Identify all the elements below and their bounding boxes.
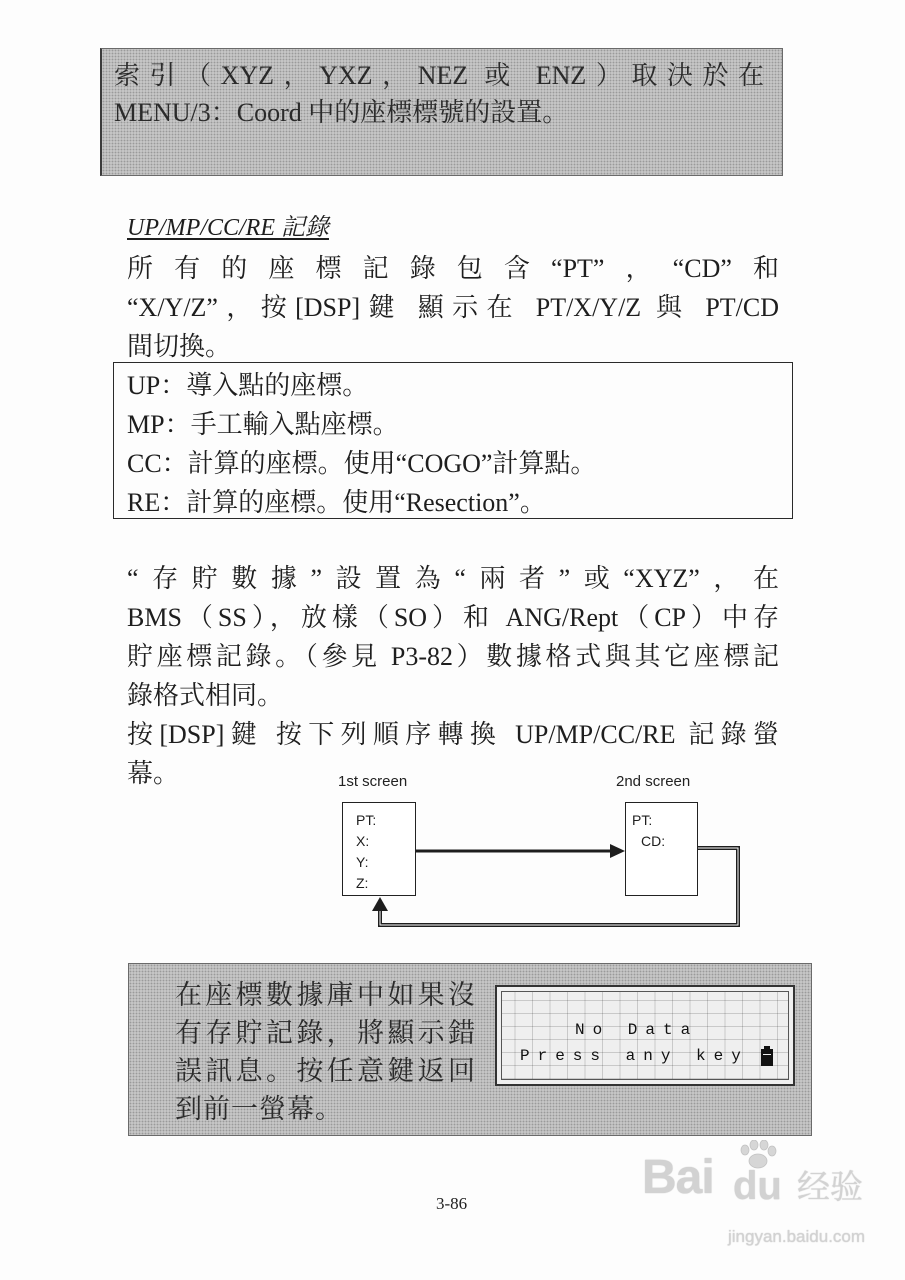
intro-line: 間切換。 <box>127 332 232 361</box>
storage-paragraph <box>127 559 779 793</box>
body-line: 貯座標記錄。（參見 P3-82）數據格式與其它座標記 <box>127 642 779 671</box>
lcd-message: No Data <box>575 1021 699 1039</box>
body-line: BMS（SS），放樣（SO）和 ANG/Rept（CP）中存 <box>127 603 779 632</box>
screen1-field-z: Z: <box>356 875 369 891</box>
intro-line: 所有的座標記錄包含“PT”，“CD”和 <box>127 254 779 283</box>
note-line: 到前一螢幕。 <box>175 1094 343 1124</box>
intro-paragraph <box>127 249 779 366</box>
definition-item-up: UP：導入點的座標。 <box>127 371 369 400</box>
record-type-definitions <box>113 362 793 519</box>
page-number: 3-86 <box>436 1194 468 1213</box>
no-data-note-text <box>175 976 475 1128</box>
screen1-box <box>342 802 416 896</box>
intro-line: “X/Y/Z”，按[DSP]鍵 顯示在 PT/X/Y/Z 與 PT/CD <box>127 293 779 322</box>
screen2-field-pt: PT: <box>632 812 653 828</box>
screen1-field-pt: PT: <box>356 812 377 828</box>
screen1-field-x: X: <box>356 833 370 849</box>
note-line: 誤訊息。按任意鍵返回 <box>175 1056 475 1086</box>
note-line: 有存貯記錄，將顯示錯 <box>175 1018 475 1048</box>
forward-arrow <box>416 844 625 858</box>
note-line: MENU/3：Coord 中的座標標號的設置。 <box>114 98 569 127</box>
section-title: UP/MP/CC/RE 記錄 <box>127 215 329 241</box>
note-line: 索引（XYZ，YXZ，NEZ 或 ENZ）取決於在 <box>114 61 764 90</box>
body-line: 錄格式相同。 <box>127 681 284 710</box>
note-line: 在座標數據庫中如果沒 <box>175 980 475 1010</box>
no-data-note-box <box>128 963 812 1136</box>
lcd-prompt: Press any key <box>520 1047 749 1065</box>
watermark-brand-right: du <box>733 1164 782 1208</box>
screen1-field-y: Y: <box>356 854 369 870</box>
screen1-label: 1st screen <box>338 773 408 790</box>
watermark-brand-left: Bai <box>642 1151 714 1204</box>
body-line: “存貯數據”設置為“兩者”或“XYZ”，在 <box>127 564 779 593</box>
definition-item-cc: CC：計算的座標。使用“COGO”計算點。 <box>127 449 597 478</box>
body-line: 按[DSP]鍵 按下列順序轉換 UP/MP/CC/RE 記錄螢 <box>127 720 779 749</box>
watermark-url: jingyan.baidu.com <box>728 1227 866 1246</box>
screen2-box <box>625 802 698 896</box>
lcd-display <box>495 985 795 1086</box>
definition-item-re: RE：計算的座標。使用“Resection”。 <box>127 488 546 517</box>
battery-icon <box>761 1049 773 1066</box>
definition-item-mp: MP：手工輸入點座標。 <box>127 410 399 439</box>
index-note-box <box>100 48 783 176</box>
screen2-field-cd: CD: <box>641 833 666 849</box>
screen2-label: 2nd screen <box>616 773 691 790</box>
watermark-brand-cn: 经验 <box>797 1168 863 1205</box>
body-line: 幕。 <box>127 759 180 788</box>
